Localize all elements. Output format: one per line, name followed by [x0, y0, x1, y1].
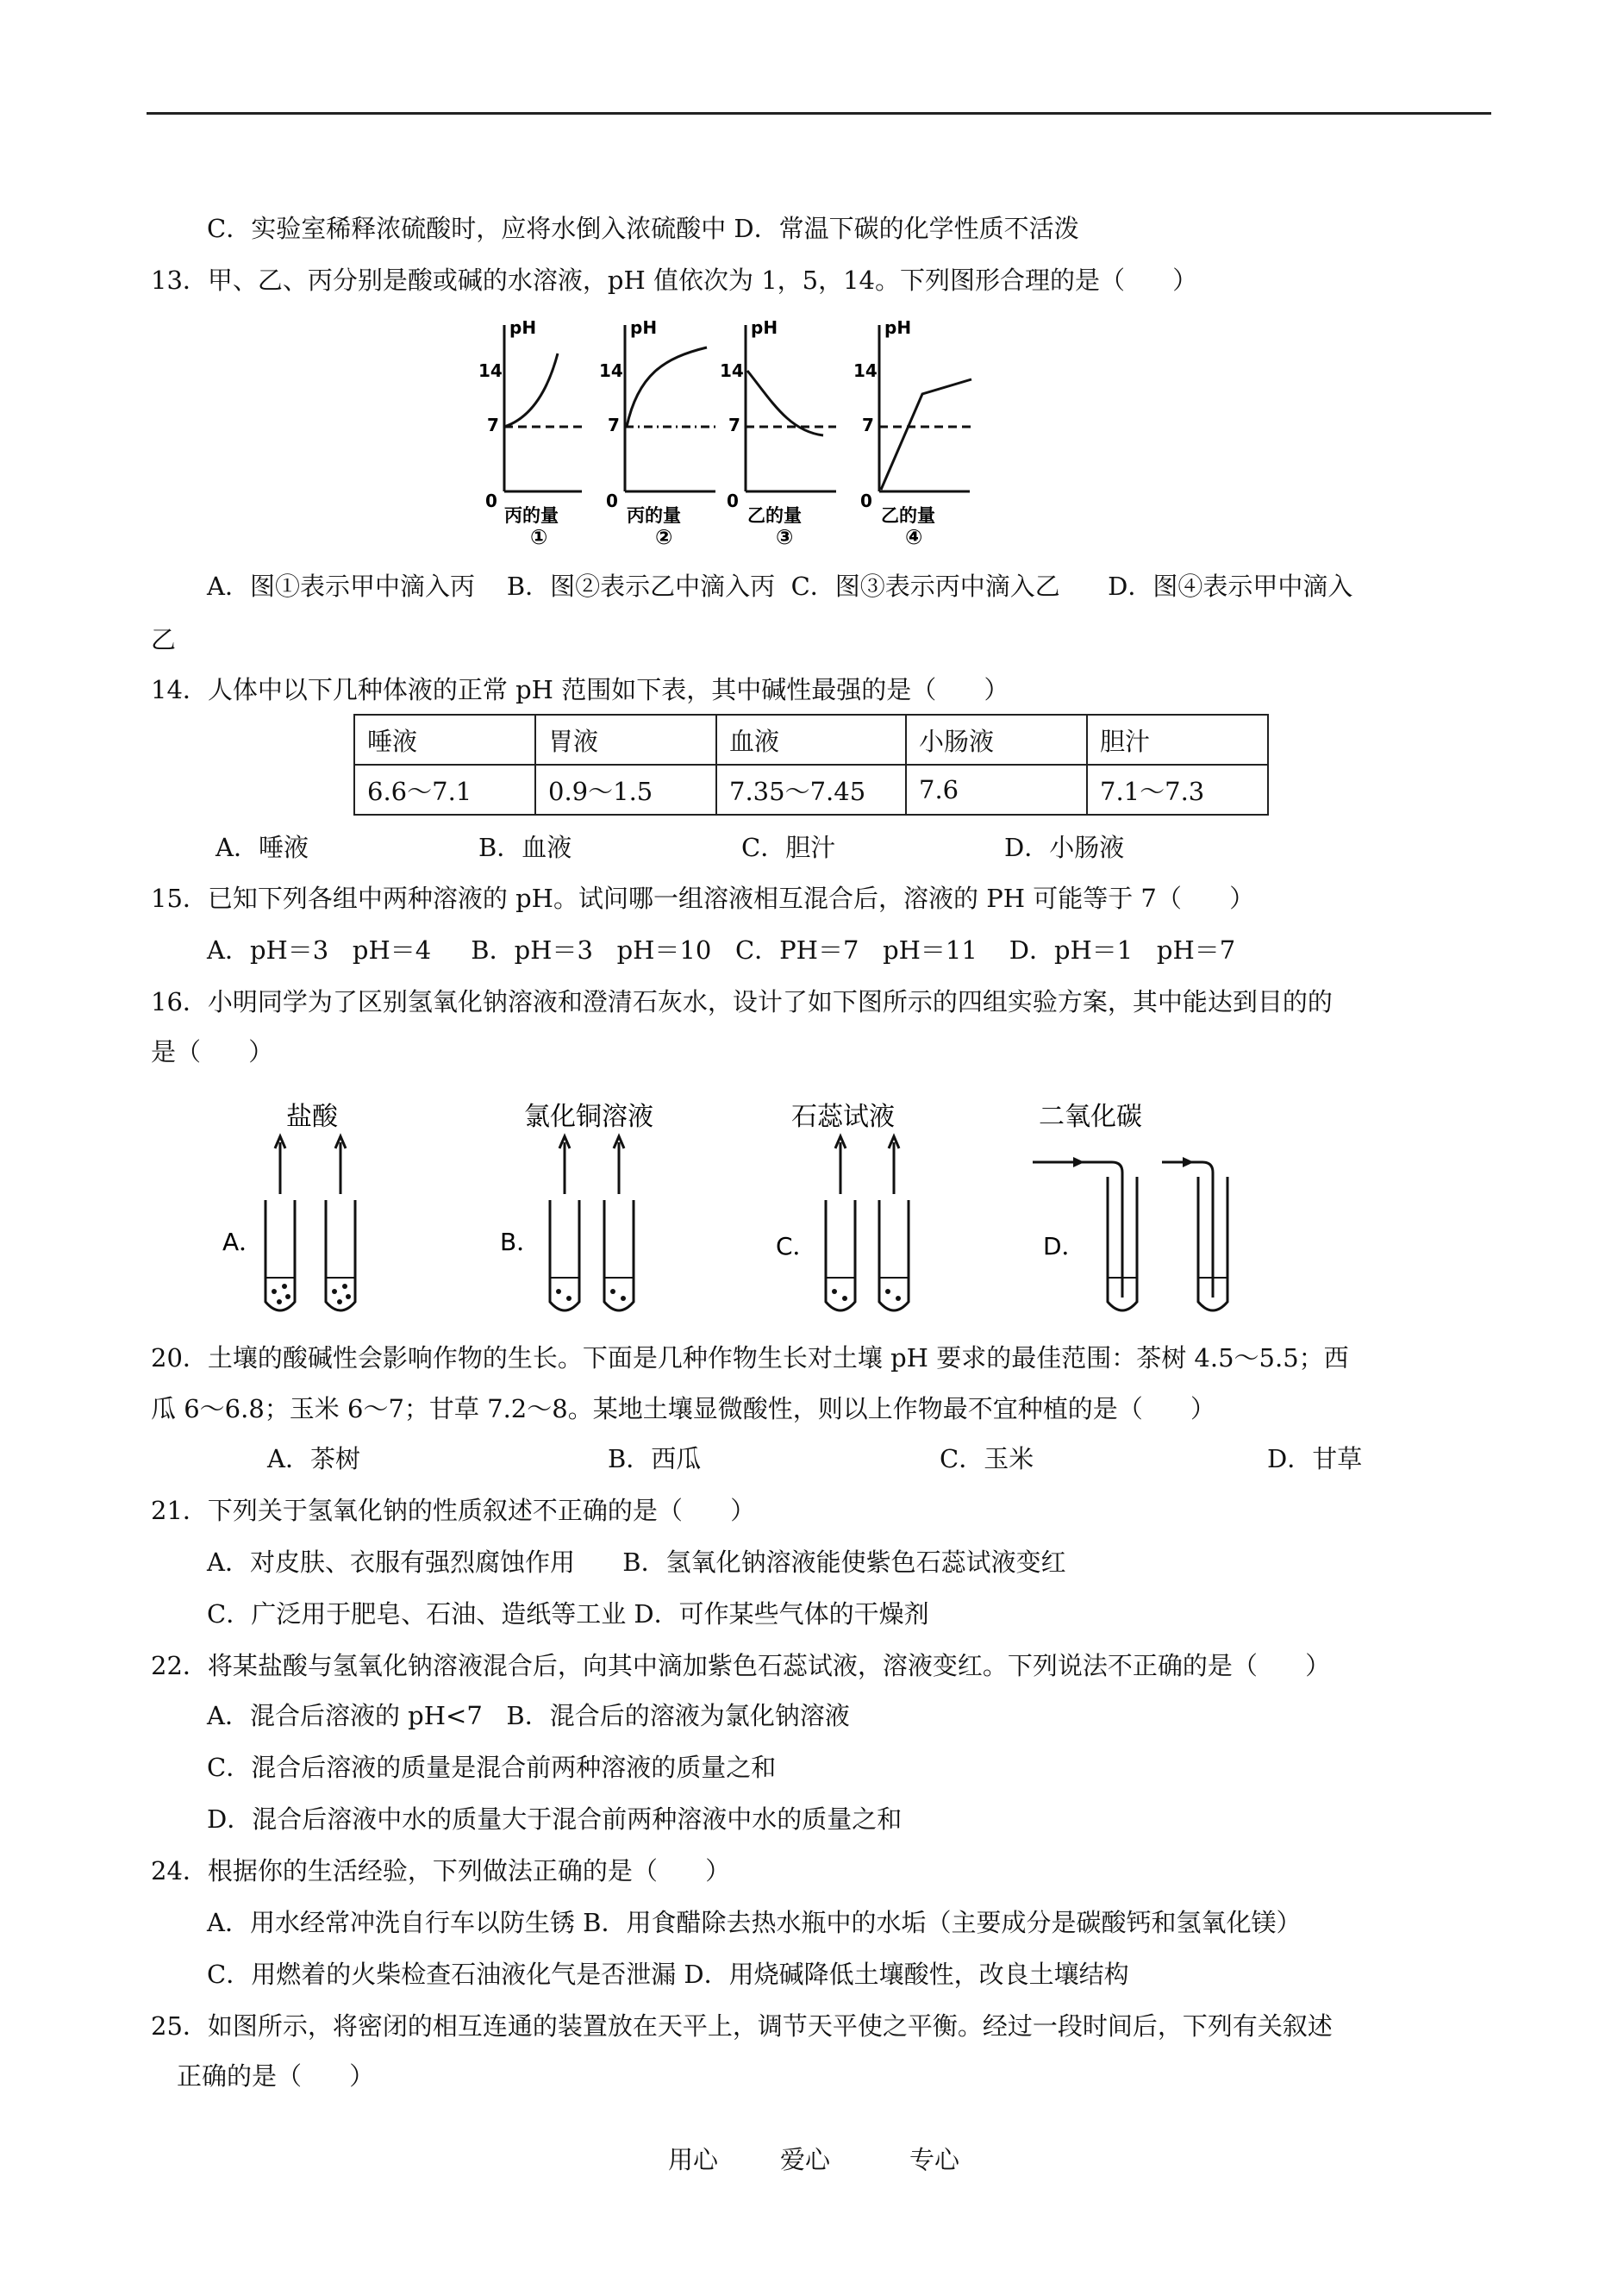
q14-option-d: D．小肠液 [1004, 833, 1125, 862]
graph-4-ylabel: pH [884, 317, 912, 338]
q24-options-cd: C．用燃着的火柴检查石油液化气是否泄漏 D．用烧碱降低土壤酸性，改良土壤结构 [207, 1960, 1129, 1989]
ph-table-header: 小肠液 [906, 715, 1087, 765]
graph-4-number: ④ [905, 525, 923, 547]
footer-word-3: 专心 [909, 2145, 960, 2174]
graph-4-tick14: 14 [853, 360, 878, 381]
ph-table [353, 714, 1269, 816]
ph-table-header: 胃液 [535, 715, 716, 765]
graph-4-tick7: 7 [862, 415, 874, 435]
q22-stem: 22．将某盐酸与氢氧化钠溶液混合后，向其中滴加紫色石蕊试液，溶液变红。下列说法不正确的是（ ） [151, 1651, 1331, 1680]
ph-table-value: 7.35～7.45 [716, 765, 906, 815]
tube-group-d-letter: D． [1043, 1232, 1086, 1260]
tube-group-b-letter: B． [500, 1228, 541, 1256]
q20-option-c: C．玉米 [940, 1444, 1034, 1473]
graph-2-xlabel: 丙的量 [627, 505, 681, 526]
tube-group-c-letter: C． [776, 1232, 817, 1260]
q16-stem: 16．小明同学为了区别氢氧化钠溶液和澄清石灰水，设计了如下图所示的四组实验方案，其中能达到目的的 [151, 987, 1333, 1016]
footer-word-1: 用心 [668, 2145, 719, 2174]
graph-4-origin: 0 [860, 491, 872, 511]
graph-3-number: ③ [776, 525, 794, 547]
q22-option-c: C．混合后溶液的质量是混合前两种溶液的质量之和 [207, 1753, 777, 1782]
tube-group-c [776, 1102, 909, 1310]
graph-1-tick14: 14 [478, 360, 503, 381]
q25-stem-wrap: 正确的是（ ） [177, 2061, 375, 2091]
tube-group-c-reagent: 石蕊试液 [791, 1102, 895, 1132]
q13-options: A．图①表示甲中滴入丙 B．图②表示乙中滴入丙 C．图③表示丙中滴入乙 D．图④表示甲中滴入 [207, 572, 1353, 601]
tube-group-d [1033, 1102, 1227, 1310]
graph-1 [478, 317, 586, 547]
graph-2-ylabel: pH [630, 317, 658, 338]
q24-options-ab: A．用水经常冲洗自行车以防生锈 B．用食醋除去热水瓶中的水垢（主要成分是碳酸钙和氢氧化镁） [207, 1908, 1302, 1937]
graph-3-xlabel: 乙的量 [747, 505, 802, 526]
graph-3-tick14: 14 [720, 360, 744, 381]
q12-option-c-d: C．实验室稀释浓硫酸时，应将水倒入浓硫酸中 D．常温下碳的化学性质不活泼 [207, 214, 1079, 243]
q20-stem-wrap: 瓜 6～6.8；玉米 6～7；甘草 7.2～8。某地土壤显微酸性，则以上作物最不宜种植的是（ ） [151, 1394, 1216, 1423]
graph-3 [720, 317, 836, 547]
test-tube-diagrams [215, 1095, 1250, 1328]
graph-3-ylabel: pH [751, 317, 778, 338]
q13-options-wrap: 乙 [151, 625, 177, 654]
q13-stem: 13．甲、乙、丙分别是酸或碱的水溶液，pH 值依次为 1，5，14。下列图形合理的是（ ） [151, 266, 1198, 295]
q14-option-a: A．唾液 [215, 833, 309, 862]
tube-group-a-letter: A． [222, 1228, 264, 1256]
ph-table-value-row [354, 765, 1268, 815]
q22-options-ab: A．混合后溶液的 pH<7 B．混合后的溶液为氯化钠溶液 [207, 1701, 850, 1730]
q20-option-a: A．茶树 [267, 1444, 360, 1473]
graph-2-tick14: 14 [599, 360, 623, 381]
ph-graphs [478, 315, 996, 547]
ph-table-header: 血液 [716, 715, 906, 765]
q15-options: A．pH＝3 pH＝4 B．pH＝3 pH＝10 C．PH＝7 pH＝11 D．pH＝1 pH＝7 [207, 935, 1236, 965]
q21-stem: 21．下列关于氢氧化钠的性质叙述不正确的是（ ） [151, 1496, 756, 1525]
graph-3-tick7: 7 [728, 415, 740, 435]
tube-group-a-reagent: 盐酸 [286, 1102, 338, 1132]
graph-1-origin: 0 [485, 491, 497, 511]
q14-stem: 14．人体中以下几种体液的正常 pH 范围如下表，其中碱性最强的是（ ） [151, 675, 1009, 704]
q14-option-c: C．胆汁 [741, 833, 836, 862]
q16-stem-wrap: 是（ ） [151, 1037, 274, 1066]
ph-table-header: 胆汁 [1087, 715, 1268, 765]
graph-2-origin: 0 [606, 491, 618, 511]
graph-2-number: ② [655, 525, 673, 547]
ph-table-value: 6.6～7.1 [354, 765, 535, 815]
q20-stem: 20．土壤的酸碱性会影响作物的生长。下面是几种作物生长对土壤 pH 要求的最佳范围：茶树 4.5～5.5；西 [151, 1343, 1349, 1373]
q14-option-b: B．血液 [478, 833, 572, 862]
q20-option-b: B．西瓜 [608, 1444, 702, 1473]
ph-table-header-row [354, 715, 1268, 765]
ph-table-value: 7.6 [906, 765, 1087, 815]
graph-1-number: ① [530, 525, 548, 547]
ph-table-value: 7.1～7.3 [1087, 765, 1268, 815]
graph-4 [853, 317, 974, 547]
tube-group-d-reagent: 二氧化碳 [1039, 1102, 1142, 1132]
q20-option-d: D．甘草 [1267, 1444, 1363, 1473]
tube-group-b-reagent: 氯化铜溶液 [524, 1102, 653, 1132]
graph-4-xlabel: 乙的量 [881, 505, 935, 526]
graph-1-tick7: 7 [487, 415, 499, 435]
q25-stem: 25．如图所示，将密闭的相互连通的装置放在天平上，调节天平使之平衡。经过一段时间后，下列有关叙述 [151, 2011, 1333, 2041]
q24-stem: 24．根据你的生活经验，下列做法正确的是（ ） [151, 1856, 731, 1885]
q21-options-cd: C．广泛用于肥皂、石油、造纸等工业 D．可作某些气体的干燥剂 [207, 1599, 929, 1629]
q15-stem: 15．已知下列各组中两种溶液的 pH。试问哪一组溶液相互混合后，溶液的 PH 可能等于 7（ ） [151, 884, 1255, 913]
ph-table-value: 0.9～1.5 [535, 765, 716, 815]
tube-group-a [222, 1102, 355, 1310]
ph-table-header: 唾液 [354, 715, 535, 765]
graph-2-tick7: 7 [608, 415, 620, 435]
tube-group-b [500, 1102, 653, 1310]
footer-word-2: 爱心 [780, 2145, 831, 2174]
q22-option-d: D．混合后溶液中水的质量大于混合前两种溶液中水的质量之和 [207, 1804, 903, 1834]
graph-1-ylabel: pH [509, 317, 537, 338]
graph-2 [599, 317, 715, 547]
graph-3-origin: 0 [727, 491, 739, 511]
graph-1-xlabel: 丙的量 [504, 505, 559, 526]
header-rule [147, 112, 1491, 115]
q21-options-ab: A．对皮肤、衣服有强烈腐蚀作用 B．氢氧化钠溶液能使紫色石蕊试液变红 [207, 1548, 1066, 1577]
